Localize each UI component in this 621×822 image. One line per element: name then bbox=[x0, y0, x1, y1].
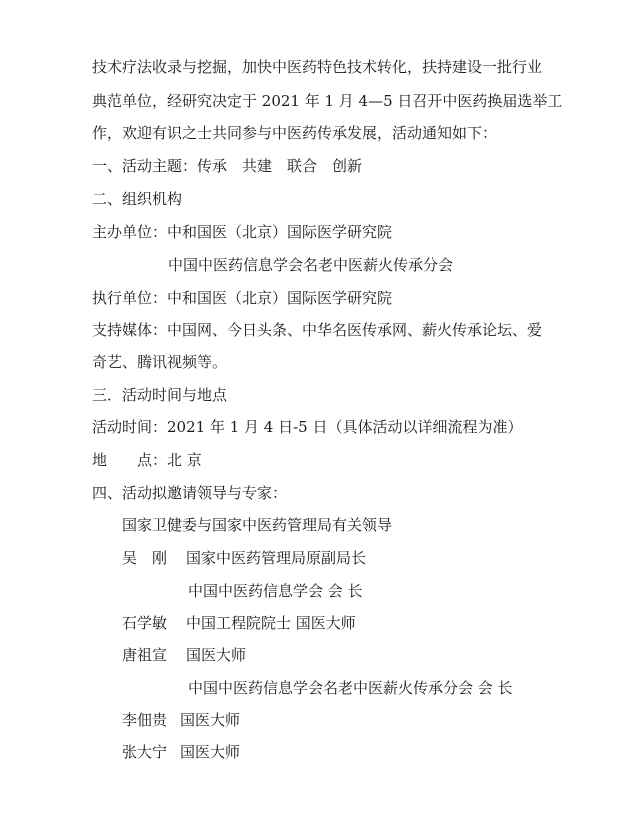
support-media-line-1: 支持媒体：中国网、今日头条、中华名医传承网、薪火传承论坛、爱 bbox=[92, 321, 543, 339]
support-media-line-2: 奇艺、腾讯视频等。 bbox=[92, 353, 228, 371]
expert-name: 李佃贵 bbox=[122, 711, 168, 729]
expert-row bbox=[122, 547, 366, 569]
paragraph-line-1: 技术疗法收录与挖掘，加快中医药特色技术转化，扶持建设一批行业 bbox=[92, 58, 543, 76]
expert-row bbox=[188, 677, 513, 699]
expert-row bbox=[188, 580, 363, 602]
expert-title: 中国工程院院士 国医大师 bbox=[186, 614, 356, 632]
section-organization-heading: 二、组织机构 bbox=[92, 190, 183, 208]
section-time-place-heading: 三．活动时间与地点 bbox=[92, 386, 228, 404]
invited-leaders: 国家卫健委与国家中医药管理局有关领导 bbox=[122, 516, 393, 534]
expert-name: 吴 刚 bbox=[122, 549, 168, 567]
activity-place: 地 点：北 京 bbox=[92, 451, 202, 469]
paragraph-line-2: 典范单位，经研究决定于 2021 年 1 月 4—5 日召开中医药换届选举工 bbox=[92, 92, 563, 110]
activity-time: 活动时间：2021 年 1 月 4 日-5 日（具体活动以详细流程为准） bbox=[92, 418, 523, 436]
expert-name: 张大宁 bbox=[122, 743, 168, 761]
expert-row bbox=[122, 741, 240, 763]
expert-row bbox=[122, 644, 246, 666]
expert-title: 国医大师 bbox=[186, 646, 247, 664]
expert-name: 石学敏 bbox=[122, 614, 168, 632]
expert-title: 国家中医药管理局原副局长 bbox=[186, 549, 367, 567]
paragraph-line-3: 作，欢迎有识之士共同参与中医药传承发展，活动通知如下： bbox=[92, 124, 498, 142]
expert-name: 唐祖宣 bbox=[122, 646, 168, 664]
expert-row bbox=[122, 709, 240, 731]
expert-row bbox=[122, 612, 356, 634]
host-unit-second: 中国中医药信息学会名老中医薪火传承分会 bbox=[168, 256, 454, 274]
expert-title: 中国中医药信息学会名老中医薪火传承分会 会 长 bbox=[188, 679, 513, 697]
section-invite-heading: 四、活动拟邀请领导与专家： bbox=[92, 484, 288, 502]
expert-title: 国医大师 bbox=[180, 711, 241, 729]
expert-title: 中国中医药信息学会 会 长 bbox=[188, 582, 363, 600]
host-unit: 主办单位：中和国医（北京）国际医学研究院 bbox=[92, 223, 393, 241]
section-theme: 一、活动主题：传承 共建 联合 创新 bbox=[92, 157, 363, 175]
expert-title: 国医大师 bbox=[180, 743, 241, 761]
executive-unit: 执行单位：中和国医（北京）国际医学研究院 bbox=[92, 289, 393, 307]
